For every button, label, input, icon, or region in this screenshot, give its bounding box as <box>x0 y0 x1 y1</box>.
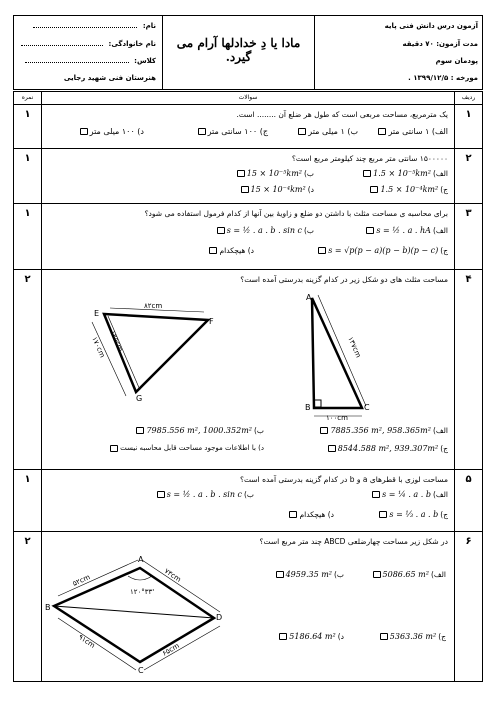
option-d-label: د) ۱۰۰ میلی متر <box>89 127 144 136</box>
table-header-row <box>14 92 482 104</box>
quadrilateral-figure <box>44 546 230 678</box>
option-b[interactable] <box>157 490 254 499</box>
side-eg-inner-length: ۱۲۵cm <box>108 329 125 353</box>
question-row-1 <box>14 104 482 148</box>
option-c-label: ج) <box>440 246 448 255</box>
option-b-checkbox[interactable] <box>298 128 306 135</box>
vertex-e-label: E <box>94 309 100 318</box>
question-score: ۱ <box>14 470 42 531</box>
school-name: هنرستان فنی شهید رجایی <box>63 74 156 82</box>
question-number: ۵ <box>454 470 482 531</box>
option-b[interactable] <box>217 226 314 235</box>
option-b-value: 15 × 10⁻⁵km² <box>246 169 302 178</box>
option-c-label: ج) <box>440 444 448 453</box>
option-b-label: ب) <box>254 426 264 435</box>
option-c-value: 8544.588 m², 939.307m² <box>337 444 439 453</box>
side-eg <box>104 314 136 392</box>
option-a-label: الف) <box>430 570 446 579</box>
option-b[interactable] <box>298 127 358 136</box>
side-cd-length: ۶۵cm <box>161 641 181 658</box>
col-num-header: ردیف <box>454 92 482 104</box>
option-a-value: 5086.65 m² <box>382 570 429 579</box>
option-d-checkbox[interactable] <box>110 445 118 452</box>
option-b-value: 4959.35 m² <box>285 570 332 579</box>
option-b-label: ب) <box>244 490 254 499</box>
question-body <box>42 204 454 269</box>
question-text: یک مترمربع، مساحت مربعی است که طول هر ضلع آن ........ است. <box>236 110 448 119</box>
option-d[interactable] <box>110 444 264 452</box>
question-score: ۲ <box>14 270 42 469</box>
option-d-checkbox[interactable] <box>241 186 249 193</box>
vertex-c-label: C <box>364 403 370 412</box>
right-triangle-figure <box>302 290 398 422</box>
option-c-value: 1.5 × 10⁻⁴km² <box>380 185 439 194</box>
question-text: مساحت لوزی با قطرهای a و b در کدام گزینه بدرستی آمده است؟ <box>239 475 448 484</box>
side-bc-length: ۱۰۰cm <box>326 414 348 422</box>
question-row-5 <box>14 469 482 531</box>
option-d-label: د) هیچکدام <box>219 246 254 255</box>
option-a[interactable] <box>378 127 448 136</box>
option-c[interactable] <box>379 510 448 519</box>
col-question-header: سوالات <box>238 94 258 101</box>
option-a-label: الف) <box>432 226 448 235</box>
option-d[interactable] <box>209 246 254 255</box>
option-a-value: s = ½ . a . hA <box>376 226 431 235</box>
question-text: ۱۵۰۰۰۰۰ سانتی متر مربع چند کیلومتر مربع است؟ <box>291 154 448 163</box>
option-a[interactable] <box>366 226 448 235</box>
vertex-c-label: C <box>138 666 144 675</box>
option-a-checkbox[interactable] <box>372 491 380 498</box>
option-d[interactable] <box>289 510 334 519</box>
option-d-label: د) <box>307 185 314 194</box>
option-c-checkbox[interactable] <box>380 633 388 640</box>
option-c-label: ج) <box>440 185 448 194</box>
option-c-label: ج) <box>438 632 446 641</box>
vertex-b-label: B <box>305 403 311 412</box>
option-b-checkbox[interactable] <box>157 491 165 498</box>
option-c-checkbox[interactable] <box>198 128 206 135</box>
vertex-a-label: A <box>138 555 144 564</box>
option-d-label: د) <box>337 632 344 641</box>
student-family-label: نام خانوادگی: <box>108 40 156 48</box>
questions-table <box>13 91 483 682</box>
student-name-label: نام: <box>142 22 156 30</box>
question-score: ۱ <box>14 149 42 203</box>
option-a-value: 7885.356 m², 958.365m² <box>330 426 431 435</box>
student-name-line <box>33 22 156 30</box>
option-b-label: ب) ۱ میلی متر <box>308 127 358 136</box>
option-c[interactable] <box>380 632 446 641</box>
question-text: در شکل زیر مساحت چهارضلعی ABCD چند متر مربع است؟ <box>259 537 448 546</box>
option-a-checkbox[interactable] <box>320 427 328 434</box>
option-a-label: الف) <box>432 426 448 435</box>
option-b-label: ب) <box>304 169 314 178</box>
option-a-label: الف) <box>432 490 448 499</box>
option-c-value: s = √p(p − a)(p − b)(p − c) <box>328 246 439 255</box>
question-body <box>42 532 454 681</box>
side-ef-length: ۸۲cm <box>144 302 163 310</box>
student-class-label: کلاس: <box>134 57 156 65</box>
student-name-field[interactable] <box>33 27 137 28</box>
option-b[interactable] <box>276 570 344 579</box>
side-ab-length: ۵۲cm <box>71 573 92 588</box>
question-text: برای محاسبه ی مساحت مثلث با داشتن دو ضلع و زاویهٔ بین آنها از کدام فرمول استفاده می شود؟ <box>144 209 448 218</box>
student-class-line <box>25 57 156 65</box>
option-c-value: s = ⅓ . a . b <box>389 510 439 519</box>
vertex-d-label: D <box>216 613 223 622</box>
option-a-value: 1.5 × 10⁻⁵km² <box>373 169 431 178</box>
side-ac-length: ۱۳۷cm <box>346 335 363 359</box>
side-bc-length: ۹۱cm <box>76 633 97 650</box>
option-d[interactable] <box>279 632 344 641</box>
exam-unit: پودمان سوم <box>435 57 478 65</box>
option-d-checkbox[interactable] <box>279 633 287 640</box>
question-row-4 <box>14 269 482 469</box>
question-row-2 <box>14 148 482 203</box>
option-d-value: 15 × 10⁻⁴km² <box>250 185 306 194</box>
question-body <box>42 470 454 531</box>
option-a-label: الف) ۱ سانتی متر <box>388 127 448 136</box>
option-b-label: ب) <box>304 226 314 235</box>
side-ad-length: ۷۳cm <box>162 567 183 584</box>
question-score: ۱ <box>14 105 42 148</box>
option-d[interactable] <box>241 185 315 194</box>
option-a[interactable] <box>320 426 448 435</box>
option-a[interactable] <box>363 169 448 178</box>
option-a-checkbox[interactable] <box>363 170 371 177</box>
exam-header <box>13 15 483 90</box>
option-b-label: ب) <box>334 570 344 579</box>
option-b[interactable] <box>237 169 314 178</box>
question-number: ۶ <box>454 532 482 681</box>
option-b-checkbox[interactable] <box>237 170 245 177</box>
option-b-value: s = ½ . a . b . sin c <box>166 490 242 499</box>
option-d-label: د) هیچکدام <box>299 510 334 519</box>
dimension-line-eg-inner <box>108 316 140 390</box>
option-a-checkbox[interactable] <box>373 571 381 578</box>
exam-title: آزمون درس دانش فنی پایه <box>384 22 478 30</box>
option-c-checkbox[interactable] <box>318 247 326 254</box>
option-d-label: د) با اطلاعات موجود مساحت قابل محاسبه نیست <box>120 444 264 452</box>
question-body <box>42 105 454 148</box>
option-c[interactable] <box>318 246 448 255</box>
exam-date: مورخه : ۱۳۹۹/۱۲/۵ . <box>408 74 478 82</box>
question-score: ۲ <box>14 532 42 681</box>
option-a[interactable] <box>373 570 446 579</box>
question-number: ۱ <box>454 105 482 148</box>
option-c-checkbox[interactable] <box>379 511 387 518</box>
dimension-line-cd <box>144 626 220 670</box>
angle-arc <box>128 576 152 580</box>
option-c-checkbox[interactable] <box>370 186 378 193</box>
question-row-3 <box>14 203 482 269</box>
option-b-checkbox[interactable] <box>217 227 225 234</box>
option-a-checkbox[interactable] <box>378 128 386 135</box>
vertex-a-label: A <box>306 293 312 302</box>
option-a-checkbox[interactable] <box>366 227 374 234</box>
dimension-line-ad <box>142 560 220 612</box>
option-b-checkbox[interactable] <box>136 427 144 434</box>
option-c[interactable] <box>198 127 268 136</box>
student-class-field[interactable] <box>25 62 129 63</box>
question-text: مساحت مثلث های دو شکل زیر در کدام گزینه بدرستی آمده است؟ <box>240 275 448 284</box>
student-family-line <box>21 40 156 48</box>
question-number: ۴ <box>454 270 482 469</box>
option-b[interactable] <box>136 426 264 435</box>
exam-page <box>5 5 491 697</box>
option-d-checkbox[interactable] <box>289 511 297 518</box>
option-a-label: الف) <box>432 169 448 178</box>
option-d-checkbox[interactable] <box>80 128 88 135</box>
option-d-checkbox[interactable] <box>209 247 217 254</box>
exam-duration: مدت آزمون: ۷۰ دقیقه <box>402 40 478 48</box>
question-body <box>42 270 454 469</box>
question-number: ۲ <box>454 149 482 203</box>
option-c-checkbox[interactable] <box>328 445 336 452</box>
header-motto <box>162 16 314 89</box>
diagonal-bd <box>54 606 214 618</box>
question-row-6 <box>14 531 482 681</box>
option-b-value: s = ½ . a . b . sin c <box>226 226 302 235</box>
header-student-info <box>14 16 164 89</box>
col-score-header: نمره <box>14 92 42 104</box>
dimension-line-bc <box>58 618 136 670</box>
option-b-checkbox[interactable] <box>276 571 284 578</box>
vertex-b-label: B <box>45 603 51 612</box>
option-b-value: 7985.556 m², 1000.352m² <box>146 426 252 435</box>
option-a[interactable] <box>372 490 448 499</box>
option-d[interactable] <box>80 127 144 136</box>
motto-text: مادا یا دِ خدادلها آرام می گیرد. <box>176 36 301 64</box>
option-c[interactable] <box>370 185 448 194</box>
option-a-value: s = ¼ . a . b <box>382 490 431 499</box>
option-d-value: 5186.64 m² <box>289 632 336 641</box>
option-c-value: 5363.36 m² <box>389 632 437 641</box>
vertex-g-label: G <box>136 394 143 402</box>
side-eg-outer-length: ۱۷۰cm <box>90 335 107 359</box>
obtuse-triangle-figure <box>82 302 222 402</box>
option-c[interactable] <box>328 444 448 453</box>
question-number: ۳ <box>454 204 482 269</box>
student-family-field[interactable] <box>21 45 103 46</box>
question-score: ۱ <box>14 204 42 269</box>
option-c-label: ج) ۱۰۰ سانتی متر <box>207 127 268 136</box>
vertex-f-label: F <box>209 317 214 326</box>
header-exam-info <box>314 16 482 89</box>
question-body <box>42 149 454 203</box>
dimension-line-ab <box>58 560 138 596</box>
option-c-label: ج) <box>440 510 448 519</box>
angle-a-value: ۱۲۰°۳۳' <box>130 588 155 596</box>
